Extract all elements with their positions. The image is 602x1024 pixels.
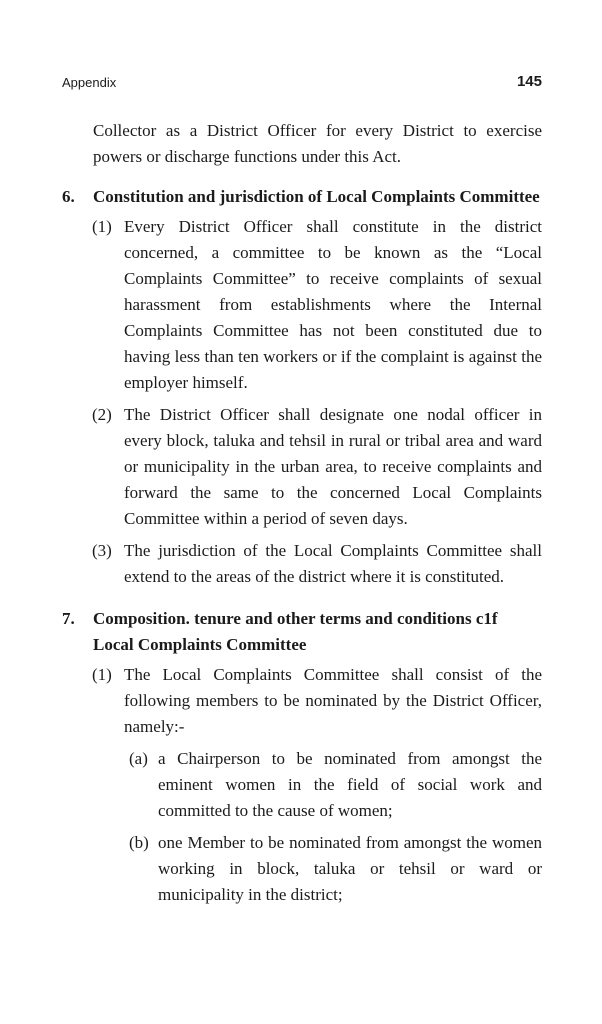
section-number: 7. — [62, 609, 75, 628]
intro-paragraph: Collector as a District Officer for every District to exercise powers or discharge functions under this Act. — [93, 121, 542, 166]
subclause-b — [62, 830, 542, 908]
page-number: 145 — [516, 73, 542, 90]
clause-label: (3) — [92, 541, 112, 560]
section-7-heading — [62, 606, 542, 658]
section-title: Composition. tenure and other terms and conditions c1f Local Complaints Committee — [93, 609, 498, 654]
section-title: Constitution and jurisdiction of Local Complaints Committee — [93, 187, 540, 206]
section-6-heading — [62, 184, 542, 210]
clause-label: (1) — [92, 217, 112, 236]
subclause-label: (a) — [129, 749, 148, 768]
page-body — [62, 118, 542, 908]
subclause-a — [62, 746, 542, 824]
clause-6-2 — [62, 402, 542, 532]
clause-label: (1) — [92, 665, 112, 684]
subclause-text: one Member to be nominated from amongst the women working in block, taluka or tehsil or ward or municipality in the district; — [158, 833, 542, 904]
clause-label: (2) — [92, 405, 112, 424]
section-number: 6. — [62, 187, 75, 206]
clause-text: The jurisdiction of the Local Complaints Committee shall extend to the areas of the district where it is constituted. — [124, 541, 542, 586]
subclause-label: (b) — [129, 833, 149, 852]
clause-text: The District Officer shall designate one nodal officer in every block, taluka and tehsil in rural or tribal area and ward or municipality in the urban area, to receive complaints and forward the same to the concerned Local Complaints Committee within a period of seven days. — [124, 405, 542, 528]
clause-6-3 — [62, 538, 542, 590]
clause-text: The Local Complaints Committee shall consist of the following members to be nominated by the District Officer, namely:- — [124, 665, 542, 736]
clause-6-1 — [62, 214, 542, 396]
subclause-text: a Chairperson to be nominated from amongst the eminent women in the field of social work and committed to the cause of women; — [158, 749, 542, 820]
running-head-title: Appendix — [62, 75, 117, 90]
clause-7-1 — [62, 662, 542, 740]
clause-text: Every District Officer shall constitute in the district concerned, a committee to be known as the “Local Complaints Committee” to receive complaints of sexual harassment from establishments where the Internal Complaints Committee has not been constituted due to having less than ten workers or if the complaint is against the employer himself. — [124, 217, 542, 392]
